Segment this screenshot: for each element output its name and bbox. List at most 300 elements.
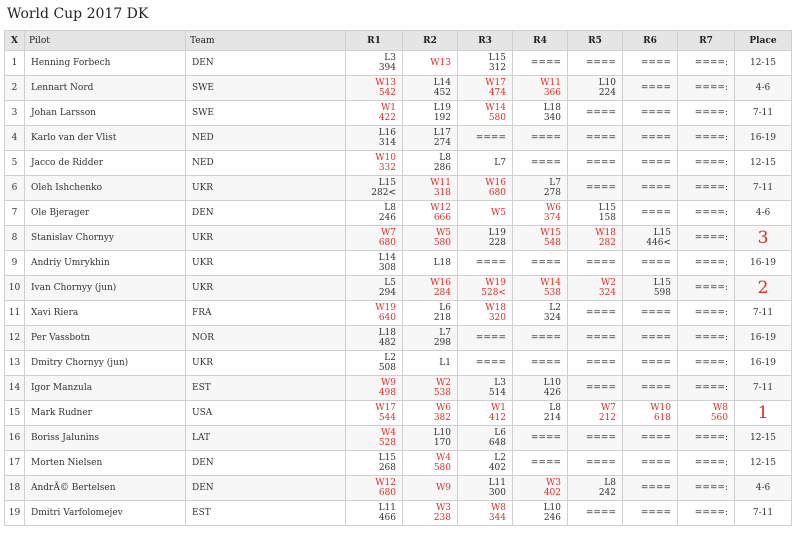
round-score: 680 — [488, 188, 506, 198]
pilot-name: AndrÃ© Bertelsen — [25, 476, 186, 501]
round-score: 426 — [543, 388, 561, 398]
round-heat: ==== — [530, 133, 561, 143]
round-heat: ==== — [640, 208, 671, 218]
round-heat: L8 — [439, 153, 451, 163]
round-result — [568, 126, 623, 151]
row-number: 19 — [5, 501, 25, 526]
round-result — [678, 176, 735, 201]
row-number: 8 — [5, 226, 25, 251]
round-result — [403, 326, 458, 351]
round-result — [403, 201, 458, 226]
row-number: 4 — [5, 126, 25, 151]
round-score: 560 — [710, 413, 728, 423]
round-result — [678, 501, 735, 526]
round-result — [458, 201, 513, 226]
round-heat: L8 — [384, 203, 396, 213]
round-result — [458, 451, 513, 476]
round-heat: ==== — [530, 433, 561, 443]
round-heat: ====: — [694, 508, 728, 518]
header-row — [5, 31, 792, 51]
round-result — [678, 351, 735, 376]
round-heat: W18 — [595, 228, 616, 238]
round-heat: L18 — [378, 328, 396, 338]
round-result — [403, 151, 458, 176]
pilot-name: Morten Nielsen — [25, 451, 186, 476]
round-heat: L10 — [433, 428, 451, 438]
team-code: DEN — [186, 51, 346, 76]
round-result — [513, 351, 568, 376]
round-heat: W12 — [375, 478, 396, 488]
round-result — [678, 251, 735, 276]
table-row — [5, 476, 792, 501]
round-result — [403, 226, 458, 251]
page-title: World Cup 2017 DK — [7, 6, 149, 22]
team-code: UKR — [186, 176, 346, 201]
pilot-name: Dmitri Varfolomejev — [25, 501, 186, 526]
place-value: 7-11 — [735, 501, 792, 526]
round-result — [403, 251, 458, 276]
round-heat: W13 — [430, 58, 451, 68]
round-heat: W5 — [491, 208, 506, 218]
round-result — [458, 276, 513, 301]
row-number: 12 — [5, 326, 25, 351]
place-value: 2 — [735, 276, 792, 301]
round-heat: W1 — [381, 103, 396, 113]
row-number: 5 — [5, 151, 25, 176]
round-heat: W3 — [436, 503, 451, 513]
round-score: 238 — [433, 513, 451, 523]
team-code: FRA — [186, 301, 346, 326]
round-result — [513, 401, 568, 426]
col-header-r7: R7 — [678, 31, 735, 51]
round-heat: W17 — [375, 403, 396, 413]
round-heat: L8 — [549, 403, 561, 413]
place-value: 4-6 — [735, 476, 792, 501]
round-heat: L18 — [433, 258, 451, 268]
team-code: EST — [186, 501, 346, 526]
round-result — [458, 51, 513, 76]
place-value: 7-11 — [735, 301, 792, 326]
pilot-name: Lennart Nord — [25, 76, 186, 101]
round-heat: L2 — [384, 353, 396, 363]
round-result — [623, 151, 678, 176]
round-result — [568, 201, 623, 226]
pilot-name: Ole Bjerager — [25, 201, 186, 226]
col-header-r4: R4 — [513, 31, 568, 51]
round-heat: W16 — [430, 278, 451, 288]
col-header-r5: R5 — [568, 31, 623, 51]
round-score: 344 — [488, 513, 506, 523]
round-result — [513, 151, 568, 176]
round-score: 618 — [653, 413, 671, 423]
round-heat: ==== — [475, 133, 506, 143]
col-header-r6: R6 — [623, 31, 678, 51]
round-result — [623, 376, 678, 401]
round-heat: ====: — [694, 333, 728, 343]
round-heat: ==== — [585, 108, 616, 118]
round-result — [678, 201, 735, 226]
round-result — [568, 301, 623, 326]
round-result — [513, 376, 568, 401]
round-score: 538 — [433, 388, 451, 398]
round-result — [623, 126, 678, 151]
round-score: 224 — [598, 88, 616, 98]
pilot-name: Henning Forbech — [25, 51, 186, 76]
round-result — [513, 476, 568, 501]
round-score: 242 — [598, 488, 616, 498]
round-heat: L18 — [543, 103, 561, 113]
round-score: 274 — [433, 138, 451, 148]
round-score: 218 — [433, 313, 451, 323]
round-result — [346, 376, 403, 401]
round-heat: W14 — [540, 278, 561, 288]
pilot-name: Karlo van der Vlist — [25, 126, 186, 151]
team-code: NOR — [186, 326, 346, 351]
round-heat: ==== — [530, 58, 561, 68]
round-result — [458, 176, 513, 201]
round-score: 580 — [433, 463, 451, 473]
round-score: 412 — [488, 413, 506, 423]
round-result — [403, 76, 458, 101]
round-heat: ==== — [585, 308, 616, 318]
team-code: NED — [186, 151, 346, 176]
pilot-name: Dmitry Chornyy (jun) — [25, 351, 186, 376]
team-code: UKR — [186, 226, 346, 251]
round-result — [403, 276, 458, 301]
round-heat: ==== — [640, 183, 671, 193]
round-result — [568, 501, 623, 526]
round-heat: W8 — [491, 503, 506, 513]
round-heat: L7 — [439, 328, 451, 338]
round-result — [346, 126, 403, 151]
round-heat: ==== — [640, 308, 671, 318]
round-heat: ==== — [585, 458, 616, 468]
round-heat: L6 — [439, 303, 451, 313]
round-result — [403, 126, 458, 151]
table-row — [5, 351, 792, 376]
team-code: UKR — [186, 351, 346, 376]
round-heat: L19 — [433, 103, 451, 113]
round-score: 286 — [433, 163, 451, 173]
round-heat: W2 — [436, 378, 451, 388]
round-heat: ==== — [475, 258, 506, 268]
round-result — [623, 401, 678, 426]
table-row — [5, 326, 792, 351]
round-result — [623, 501, 678, 526]
round-result — [623, 251, 678, 276]
round-score: 246 — [543, 513, 561, 523]
round-result — [678, 426, 735, 451]
table-row — [5, 151, 792, 176]
round-heat: L16 — [378, 128, 396, 138]
round-result — [678, 51, 735, 76]
round-result — [513, 101, 568, 126]
pilot-name: Stanislav Chornyy — [25, 226, 186, 251]
row-number: 1 — [5, 51, 25, 76]
round-result — [568, 276, 623, 301]
round-score: 580 — [488, 113, 506, 123]
table-row — [5, 76, 792, 101]
round-result — [403, 401, 458, 426]
round-score: 498 — [378, 388, 396, 398]
round-result — [678, 151, 735, 176]
round-result — [458, 351, 513, 376]
round-score: 382 — [433, 413, 451, 423]
round-result — [513, 176, 568, 201]
round-result — [513, 201, 568, 226]
col-header-place: Place — [735, 31, 792, 51]
round-score: 298 — [433, 338, 451, 348]
round-result — [403, 301, 458, 326]
round-result — [513, 126, 568, 151]
team-code: SWE — [186, 101, 346, 126]
round-heat: ==== — [640, 483, 671, 493]
round-heat: ==== — [640, 108, 671, 118]
round-heat: L1 — [439, 358, 451, 368]
round-result — [678, 451, 735, 476]
round-score: 284 — [433, 288, 451, 298]
pilot-name: Xavi Riera — [25, 301, 186, 326]
round-result — [568, 426, 623, 451]
round-result — [678, 226, 735, 251]
pilot-name: Oleh Ishchenko — [25, 176, 186, 201]
round-heat: L2 — [494, 453, 506, 463]
row-number: 15 — [5, 401, 25, 426]
team-code: NED — [186, 126, 346, 151]
round-result — [513, 301, 568, 326]
round-result — [458, 101, 513, 126]
round-heat: L15 — [378, 178, 396, 188]
round-result — [346, 476, 403, 501]
round-heat: ==== — [585, 58, 616, 68]
round-result — [403, 351, 458, 376]
pilot-name: Johan Larsson — [25, 101, 186, 126]
round-score: 528< — [481, 288, 506, 298]
round-result — [678, 376, 735, 401]
round-heat: W10 — [375, 153, 396, 163]
round-result — [623, 351, 678, 376]
round-score: 228 — [488, 238, 506, 248]
round-heat: W5 — [436, 228, 451, 238]
round-score: 542 — [378, 88, 396, 98]
round-heat: ==== — [585, 133, 616, 143]
round-result — [678, 301, 735, 326]
round-result — [513, 76, 568, 101]
round-heat: L2 — [549, 303, 561, 313]
round-result — [623, 201, 678, 226]
round-result — [568, 51, 623, 76]
round-result — [346, 151, 403, 176]
round-heat: W2 — [601, 278, 616, 288]
round-heat: L19 — [488, 228, 506, 238]
row-number: 3 — [5, 101, 25, 126]
round-result — [623, 476, 678, 501]
round-result — [458, 226, 513, 251]
round-score: 366 — [543, 88, 561, 98]
col-header-pilot: Pilot — [25, 31, 186, 51]
round-heat: L7 — [494, 158, 506, 168]
pilot-name: Jacco de Ridder — [25, 151, 186, 176]
round-heat: ====: — [694, 283, 728, 293]
round-heat: L14 — [378, 253, 396, 263]
round-result — [346, 401, 403, 426]
round-result — [678, 126, 735, 151]
round-heat: L17 — [433, 128, 451, 138]
round-heat: ==== — [475, 333, 506, 343]
table-row — [5, 176, 792, 201]
round-heat: W6 — [546, 203, 561, 213]
round-heat: ====: — [694, 183, 728, 193]
place-value: 7-11 — [735, 176, 792, 201]
round-score: 514 — [488, 388, 506, 398]
team-code: UKR — [186, 251, 346, 276]
round-score: 402 — [488, 463, 506, 473]
table-row — [5, 276, 792, 301]
round-result — [568, 251, 623, 276]
round-heat: L14 — [433, 78, 451, 88]
round-heat: ==== — [585, 158, 616, 168]
round-result — [458, 376, 513, 401]
round-result — [568, 76, 623, 101]
round-result — [346, 326, 403, 351]
round-heat: ==== — [640, 333, 671, 343]
round-result — [346, 251, 403, 276]
round-heat: L10 — [543, 503, 561, 513]
round-heat: ==== — [585, 183, 616, 193]
round-result — [458, 501, 513, 526]
round-score: 268 — [378, 463, 396, 473]
round-heat: ====: — [694, 308, 728, 318]
round-heat: L5 — [384, 278, 396, 288]
round-heat: ====: — [694, 458, 728, 468]
team-code: DEN — [186, 451, 346, 476]
round-result — [678, 276, 735, 301]
round-result — [346, 301, 403, 326]
round-score: 422 — [378, 113, 396, 123]
round-heat: ==== — [640, 83, 671, 93]
round-result — [513, 276, 568, 301]
round-score: 246 — [378, 213, 396, 223]
round-heat: L15 — [598, 203, 616, 213]
round-score: 320 — [488, 313, 506, 323]
round-result — [458, 426, 513, 451]
round-heat: ==== — [530, 258, 561, 268]
round-score: 538 — [543, 288, 561, 298]
row-number: 7 — [5, 201, 25, 226]
round-result — [513, 426, 568, 451]
round-result — [403, 376, 458, 401]
table-row — [5, 501, 792, 526]
pilot-name: Per Vassbotn — [25, 326, 186, 351]
round-score: 508 — [378, 363, 396, 373]
round-score: 300 — [488, 488, 506, 498]
row-number: 13 — [5, 351, 25, 376]
round-result — [458, 151, 513, 176]
round-result — [346, 101, 403, 126]
col-header-team: Team — [186, 31, 346, 51]
place-value: 16-19 — [735, 251, 792, 276]
round-heat: ==== — [640, 158, 671, 168]
round-heat: L3 — [494, 378, 506, 388]
round-result — [623, 101, 678, 126]
place-value: 1 — [735, 401, 792, 426]
team-code: SWE — [186, 76, 346, 101]
round-score: 580 — [433, 238, 451, 248]
round-heat: ====: — [694, 483, 728, 493]
round-heat: ====: — [694, 133, 728, 143]
round-heat: W4 — [436, 453, 451, 463]
round-heat: W19 — [485, 278, 506, 288]
team-code: LAT — [186, 426, 346, 451]
round-result — [623, 326, 678, 351]
round-heat: ==== — [640, 508, 671, 518]
round-score: 294 — [378, 288, 396, 298]
round-heat: W4 — [381, 428, 396, 438]
place-value: 7-11 — [735, 101, 792, 126]
round-heat: W7 — [601, 403, 616, 413]
round-heat: W19 — [375, 303, 396, 313]
round-heat: W11 — [540, 78, 561, 88]
round-score: 312 — [488, 63, 506, 73]
round-heat: ====: — [694, 83, 728, 93]
col-header-r1: R1 — [346, 31, 403, 51]
round-result — [458, 476, 513, 501]
round-heat: ====: — [694, 208, 728, 218]
round-result — [623, 76, 678, 101]
round-heat: W9 — [436, 483, 451, 493]
table-row — [5, 251, 792, 276]
round-heat: ==== — [585, 433, 616, 443]
round-heat: ==== — [530, 358, 561, 368]
round-score: 474 — [488, 88, 506, 98]
place-value: 4-6 — [735, 201, 792, 226]
col-header-x: X — [5, 31, 25, 51]
round-heat: ====: — [694, 108, 728, 118]
pilot-name: Andriy Umrykhin — [25, 251, 186, 276]
round-score: 528 — [378, 438, 396, 448]
round-heat: ==== — [475, 358, 506, 368]
place-value: 16-19 — [735, 126, 792, 151]
round-score: 192 — [433, 113, 451, 123]
round-result — [568, 176, 623, 201]
round-result — [678, 476, 735, 501]
round-result — [568, 101, 623, 126]
round-heat: L11 — [378, 503, 396, 513]
round-result — [568, 476, 623, 501]
table-row — [5, 401, 792, 426]
round-heat: ==== — [585, 383, 616, 393]
pilot-name: Igor Manzula — [25, 376, 186, 401]
round-result — [568, 326, 623, 351]
place-value: 3 — [735, 226, 792, 251]
round-result — [623, 276, 678, 301]
round-score: 212 — [598, 413, 616, 423]
round-score: 282 — [598, 238, 616, 248]
round-heat: W9 — [381, 378, 396, 388]
round-heat: L6 — [494, 428, 506, 438]
round-score: 544 — [378, 413, 396, 423]
round-result — [623, 51, 678, 76]
place-value: 4-6 — [735, 76, 792, 101]
table-row — [5, 201, 792, 226]
round-heat: L15 — [378, 453, 396, 463]
round-heat: ====: — [694, 358, 728, 368]
round-result — [623, 226, 678, 251]
row-number: 11 — [5, 301, 25, 326]
table-row — [5, 451, 792, 476]
round-score: 324 — [543, 313, 561, 323]
round-heat: L8 — [604, 478, 616, 488]
